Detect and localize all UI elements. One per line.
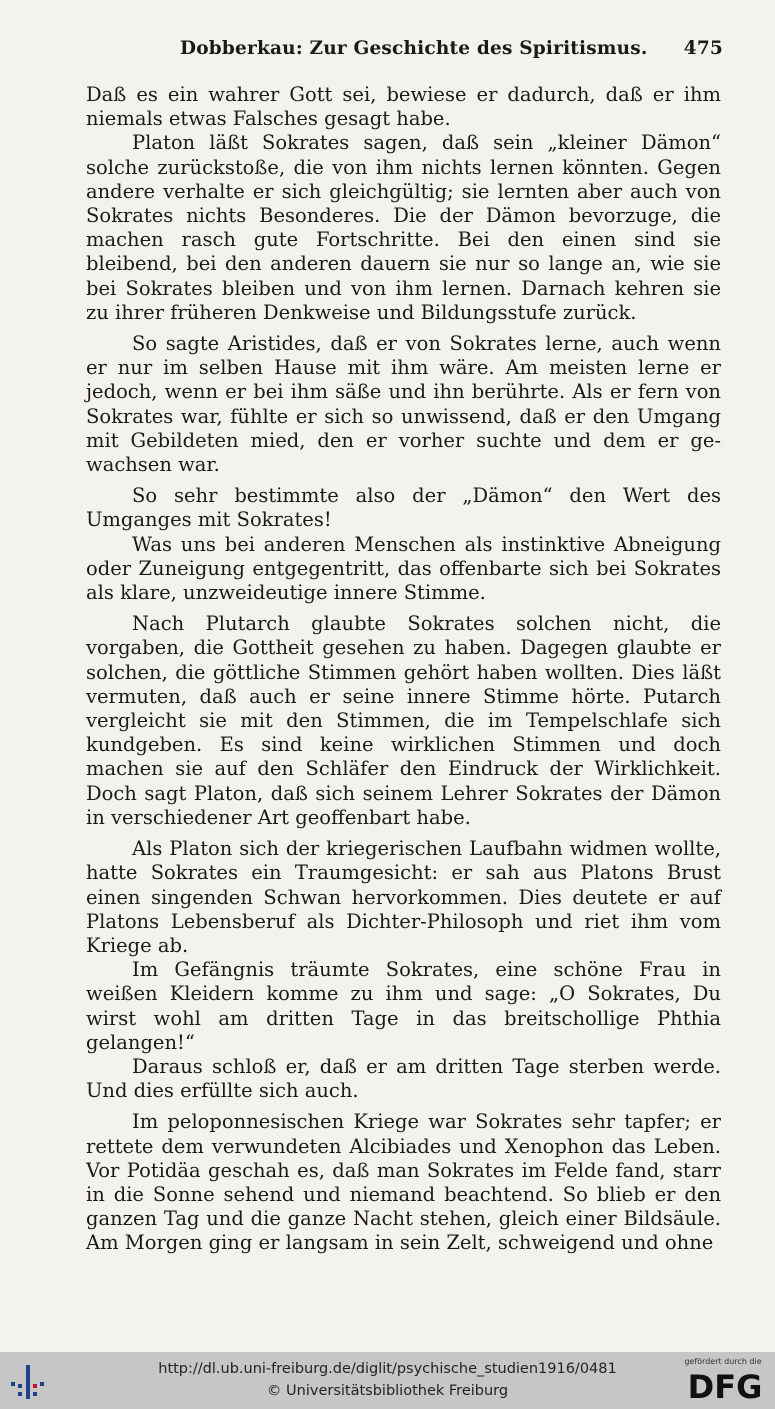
dfg-funding-note: gefördert durch die — [684, 1357, 762, 1366]
paragraph: Im peloponnesischen Kriege war Sokrates sehr tapfer; er rettete dem verwundeten Alcibiades und Xenophon das Leben. Vor Potidäa geschah es, daß man Sokrates im Felde fand, starr in die Sonne sehend und niemand beachtend. So blieb er den ganzen Tag und die ganze Nacht stehen, gleich einer Bildsäule. Am Morgen ging er langsam in sein Zelt, schweigend und ohne — [86, 1110, 721, 1255]
paragraph: Daß es ein wahrer Gott sei, bewiese er dadurch, daß er ihm niemals etwas Falsches gesagt habe. — [86, 83, 721, 131]
permalink-url[interactable]: http://dl.ub.uni-freiburg.de/diglit/psychische_studien1916/0481 — [158, 1361, 617, 1377]
paragraph: Nach Plutarch glaubte Sokrates solchen nicht, die vorgaben, die Gottheit gesehen zu haben. Dagegen glaubte er solchen, die göttliche Stimmen gehört haben wollten. Dies läßt vermuten, daß auch er seine innere Stimme hörte. Putarch vergleicht sie mit den Stimmen, die im Tempelschlafe sich kundgeben. Es sind keine wirklichen Stimmen und doch machen sie auf den Schläfer den Eindruck der Wirklichkeit. Doch sagt Platon, daß sich seinem Lehrer Sokrates der Dämon in verschiedener Art geoffenbart habe. — [86, 612, 721, 829]
paragraph: Daraus schloß er, daß er am dritten Tage sterben werde. Und dies erfüllte sich auch. — [86, 1054, 721, 1103]
running-head-title: Dobberkau: Zur Geschichte des Spiritismus. — [180, 38, 648, 59]
viewer-footer — [0, 1352, 775, 1409]
paragraph: So sagte Aristides, daß er von Sokrates lerne, auch wenn er nur im selben Hause mit ihm wäre. Am meisten lerne er jedoch, wenn er bei ihm säße und ihn berührte. Als er fern von Sokrates war, fühlte er sich so unwissend, daß er den Umgang mit Gebildeten mied, den er vorher suchte und dem er gewachsen war. — [86, 332, 721, 477]
running-head — [180, 38, 723, 64]
copyright-notice: © Universitätsbibliothek Freiburg — [266, 1383, 509, 1399]
dfg-logo-icon[interactable] — [684, 1367, 766, 1403]
paragraph: So sehr bestimmte also der „Dämon“ den Wert des Umganges mit Sokrates! — [86, 484, 721, 532]
dfg-logo-text: DFG — [687, 1368, 763, 1403]
body-text — [86, 83, 721, 1256]
paragraph: Was uns bei anderen Menschen als instinktive Abneigung oder Zuneigung entgegentritt, das offenbarte sich bei Sokrates als klare, unzweideutige innere Stimme. — [86, 532, 721, 605]
paragraph: Als Platon sich der kriegerischen Laufbahn widmen wollte, hatte Sokrates ein Traumgesicht: er sah aus Platons Brust einen singenden Schwan hervorkommen. Dies deutete er auf Platons Lebensberuf als Dichter-Philosoph und riet ihm vom Kriege ab. — [86, 837, 721, 957]
page-number: 475 — [683, 38, 723, 59]
paragraph: Platon läßt Sokrates sagen, daß sein „kleiner Dämon“ solche zurückstoße, die von ihm nichts lernen könnten. Gegen andere verhalte er sich gleichgültig; sie lernten aber auch von Sokrates nichts Besonderes. Die der Dämon bevorzuge, die machen rasch gute Fortschritte. Bei den einen sind sie bleibend, bei den anderen dauern sie nur so lange an, wie sie bei Sokrates bleiben und von ihm lernen. Darnach kehren sie zu ihrer früheren Denkweise und Bildungsstufe zurück. — [86, 131, 721, 324]
paragraph: Im Gefängnis träumte Sokrates, eine schöne Frau in weißen Kleidern komme zu ihm und sage: „O Sokrates, Du wirst wohl am dritten Tage in das breitschollige Phthia gelangen!“ — [86, 958, 721, 1054]
